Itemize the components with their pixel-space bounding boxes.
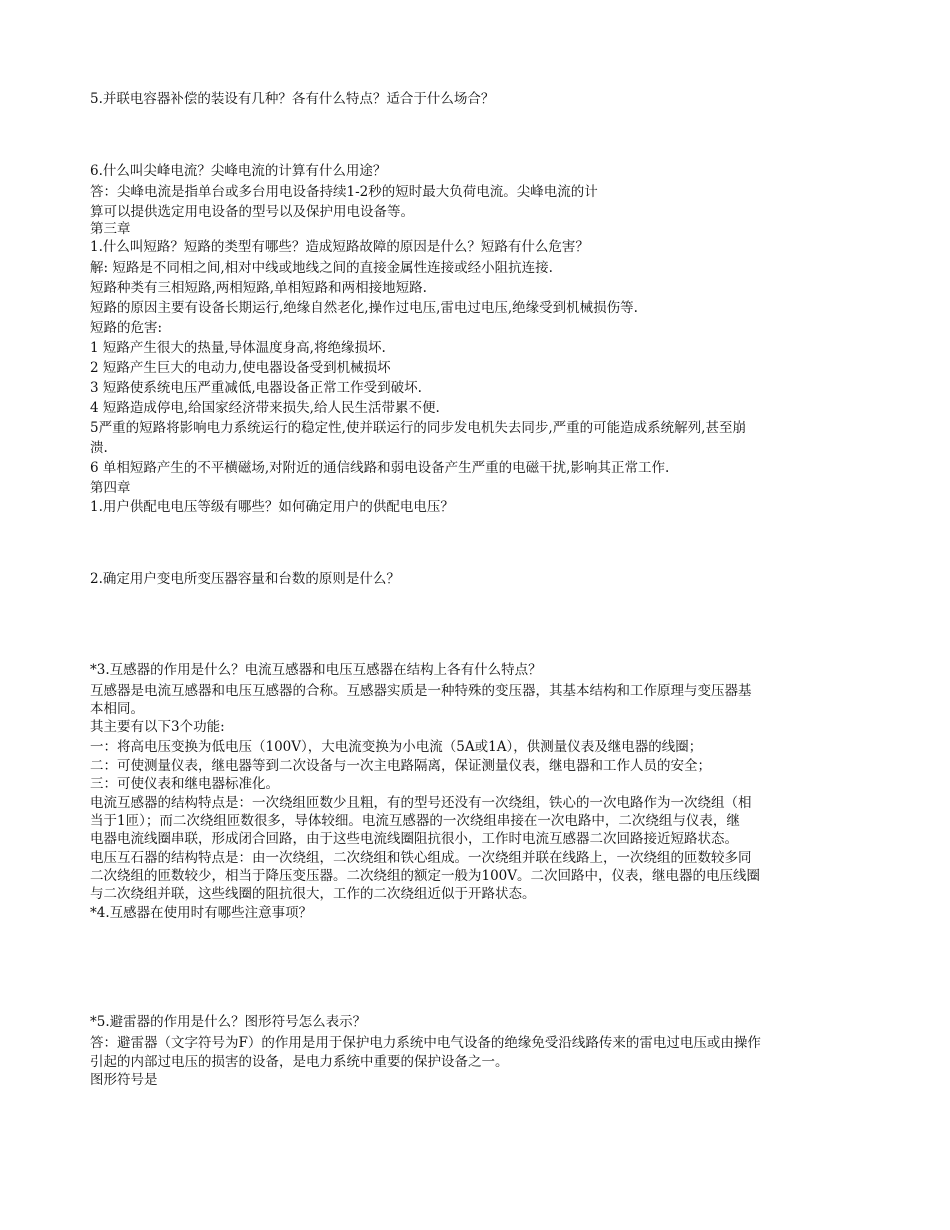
short-circuit-hazards-heading: 短路的危害: xyxy=(90,320,163,336)
answer-short-circuit-definition: 解: 短路是不同相之间,相对中线或地线之间的直接金属性连接或经小阻抗连接. xyxy=(90,260,553,276)
voltage-transformer-structure-line-3: 与二次绕组并联，这些线圈的阻抗很大，工作的二次绕组近似于开路状态。 xyxy=(90,886,536,902)
question-supply-voltage: 1.用户供配电电压等级有哪些？如何确定用户的供配电电压？ xyxy=(90,499,454,515)
short-circuit-causes: 短路的原因主要有设备长期运行,绝缘自然老化,操作过电压,雷电过电压,绝缘受到机械损伤等. xyxy=(90,300,638,316)
function-1: 一：将高电压变换为低电压（100V），大电流变换为小电流（5A或1A），供测量仪表及继电器的线圈； xyxy=(90,739,703,755)
voltage-transformer-structure-line-1: 电压互石器的结构特点是：由一次绕组，二次绕组和铁心组成。一次绕组并联在线路上，一次绕组的匝数较多同 xyxy=(90,850,752,866)
document-page xyxy=(90,0,865,1230)
hazard-item-5-line-1: 5严重的短路将影响电力系统运行的稳定性,使并联运行的同步发电机失去同步,严重的可能造成系统解列,甚至崩 xyxy=(90,420,746,436)
hazard-item-5-line-2: 溃. xyxy=(90,440,108,456)
current-transformer-structure-line-3: 电器电流线圈串联，形成闭合回路，由于这些电流线圈阻抗很小，工作时电流互感器二次回路接近短路状态。 xyxy=(90,831,738,847)
answer-surge-arrester-line-2: 引起的内部过电压的损害的设备，是电力系统中重要的保护设备之一。 xyxy=(90,1054,509,1070)
answer-surge-arrester-line-1: 答：避雷器（文字符号为F）的作用是用于保护电力系统中电气设备的绝缘免受沿线路传来的雷电过电压或由操作 xyxy=(90,1035,761,1051)
chapter-3-heading: 第三章 xyxy=(90,221,131,237)
question-surge-arrester: *5.避雷器的作用是什么？图形符号怎么表示？ xyxy=(90,1014,367,1030)
question-short-circuit: 1.什么叫短路？短路的类型有哪些？造成短路故障的原因是什么？短路有什么危害？ xyxy=(90,239,589,255)
instrument-transformer-definition-line-1: 互感器是电流互感器和电压互感器的合称。互感器实质是一种特殊的变压器，其基本结构和工作原理与变压器基 xyxy=(90,683,752,699)
hazard-item-2: 2 短路产生巨大的电动力,使电器设备受到机械损坏 xyxy=(90,360,391,376)
hazard-item-1: 1 短路产生很大的热量,导体温度身高,将绝缘损坏. xyxy=(90,340,386,356)
hazard-item-4: 4 短路造成停电,给国家经济带来损失,给人民生活带累不便. xyxy=(90,400,440,416)
question-transformer-precautions: *4.互感器在使用时有哪些注意事项？ xyxy=(90,905,313,921)
graphic-symbol-label: 图形符号是 xyxy=(90,1072,158,1088)
voltage-transformer-structure-line-2: 二次绕组的匝数较少，相当于降压变压器。二次绕组的额定一般为100V。二次回路中，仪表，继电器的电压线圈 xyxy=(90,868,761,884)
chapter-4-heading: 第四章 xyxy=(90,480,131,496)
question-peak-current: 6.什么叫尖峰电流？尖峰电流的计算有什么用途？ xyxy=(90,163,387,179)
hazard-item-6: 6 单相短路产生的不平横磁场,对附近的通信线路和弱电设备产生严重的电磁干扰,影响其正常工作. xyxy=(90,460,670,476)
short-circuit-types: 短路种类有三相短路,两相短路,单相短路和两相接地短路. xyxy=(90,280,427,296)
instrument-transformer-definition-line-2: 本相同。 xyxy=(90,701,144,717)
function-3: 三：可使仪表和继电器标准化。 xyxy=(90,776,279,792)
question-instrument-transformer: *3.互感器的作用是什么？电流互感器和电压互感器在结构上各有什么特点？ xyxy=(90,662,542,678)
current-transformer-structure-line-2: 当于1匝）；而二次绕组匝数很多，导体较细。电流互感器的一次绕组串接在一次电路中，二次绕组与仪表，继 xyxy=(90,813,740,829)
question-transformer-capacity: 2.确定用户变电所变压器容量和台数的原则是什么？ xyxy=(90,571,400,587)
function-2: 二：可使测量仪表，继电器等到二次设备与一次主电路隔离，保证测量仪表，继电器和工作人员的安全； xyxy=(90,758,711,774)
answer-peak-current-line-1: 答：尖峰电流是指单台或多台用电设备持续1-2秒的短时最大负荷电流。尖峰电流的计 xyxy=(90,184,598,200)
hazard-item-3: 3 短路使系统电压严重减低,电器设备正常工作受到破坏. xyxy=(90,380,422,396)
functions-intro: 其主要有以下3个功能: xyxy=(90,719,225,735)
current-transformer-structure-line-1: 电流互感器的结构特点是：一次绕组匝数少且粗，有的型号还没有一次绕组，铁心的一次电路作为一次绕组（相 xyxy=(90,795,752,811)
answer-peak-current-line-2: 算可以提供选定用电设备的型号以及保护用电设备等。 xyxy=(90,204,414,220)
question-capacitor-compensation: 5.并联电容器补偿的装设有几种？各有什么特点？适合于什么场合？ xyxy=(90,91,495,107)
